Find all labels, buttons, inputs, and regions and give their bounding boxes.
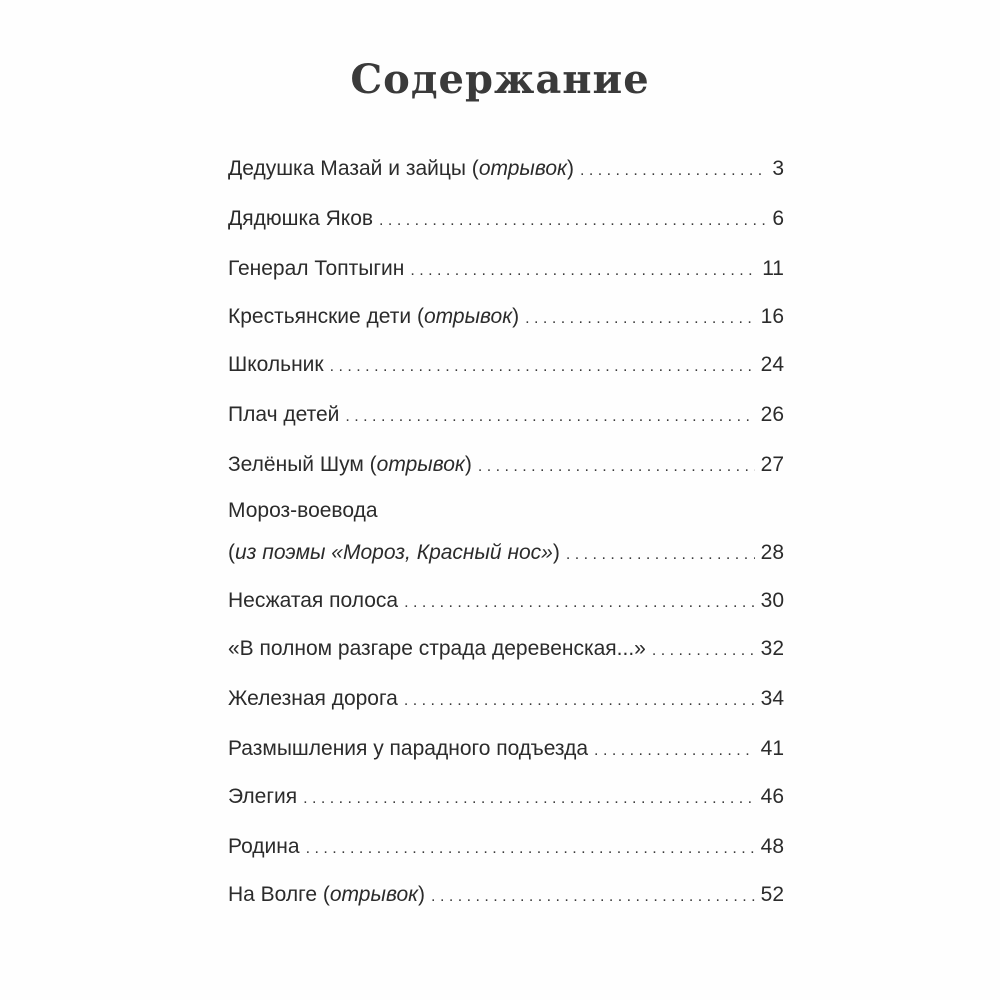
toc-entry-title: Размышления у парадного подъезда: [228, 737, 589, 760]
toc-entry[interactable]: [228, 736, 784, 764]
toc-entry-title: Родина: [228, 835, 300, 858]
dot-leader: [652, 638, 755, 664]
toc-entry-title: Железная дорога: [228, 687, 398, 710]
dot-leader: [306, 836, 755, 862]
page-title: Содержание: [350, 56, 650, 103]
dot-leader: [478, 454, 755, 480]
toc-entry-title: Плач детей: [228, 403, 340, 426]
toc-entry[interactable]: [228, 784, 784, 812]
toc-entry[interactable]: [228, 636, 784, 664]
toc-page-number: 3: [772, 157, 784, 180]
toc-page-number: 41: [760, 737, 784, 760]
toc-entry-title: Элегия: [228, 785, 298, 808]
toc-page-number: 6: [772, 207, 784, 230]
dot-leader: [404, 590, 755, 616]
toc-page-number: 34: [760, 687, 784, 710]
toc-page-number: 11: [762, 257, 784, 280]
dot-leader: [566, 542, 755, 568]
toc-entry-title: Школьник: [228, 353, 324, 376]
toc-entry[interactable]: [228, 834, 784, 862]
toc-entry[interactable]: [228, 686, 784, 714]
dot-leader: [594, 738, 755, 764]
dot-leader: [330, 354, 755, 380]
toc-page-number: 26: [760, 403, 784, 426]
dot-leader: [410, 258, 756, 284]
toc-page-number: 27: [760, 453, 784, 476]
toc-page-number: 46: [760, 785, 784, 808]
toc-entry-title: Дедушка Мазай и зайцы (отрывок): [228, 157, 574, 180]
toc-page-number: 24: [760, 353, 784, 376]
toc-page-number: 16: [760, 305, 784, 328]
dot-leader: [303, 786, 755, 812]
toc-entry[interactable]: [228, 452, 784, 480]
toc-entry-title: (из поэмы «Мороз, Красный нос»): [228, 541, 560, 564]
dot-leader: [580, 158, 766, 184]
toc-entry-title: Зелёный Шум (отрывок): [228, 453, 472, 476]
dot-leader: [404, 688, 755, 714]
toc-entry-title: «В полном разгаре страда деревенская...»: [228, 637, 646, 660]
toc-entry-title: На Волге (отрывок): [228, 883, 426, 906]
toc-entry-first-line: Мороз-воевода: [228, 499, 378, 522]
dot-leader: [379, 208, 766, 234]
toc-entry[interactable]: [228, 304, 784, 332]
toc-entry[interactable]: [228, 206, 784, 234]
toc-entry[interactable]: [228, 540, 784, 568]
toc-page-number: 28: [760, 541, 784, 564]
toc-page-number: 48: [760, 835, 784, 858]
toc-entry-title: Дядюшка Яков: [228, 207, 374, 230]
dot-leader: [525, 306, 755, 332]
toc-page-number: 30: [760, 589, 784, 612]
toc-entry-title: Несжатая полоса: [228, 589, 399, 612]
dot-leader: [345, 404, 754, 430]
toc-entry-title: Генерал Топтыгин: [228, 257, 405, 280]
toc-entry[interactable]: [228, 256, 784, 284]
toc-entry-title: Крестьянские дети (отрывок): [228, 305, 520, 328]
toc-entry[interactable]: [228, 588, 784, 616]
toc-page-number: 32: [760, 637, 784, 660]
toc-entry[interactable]: [228, 882, 784, 910]
toc-entry[interactable]: [228, 402, 784, 430]
toc-entry[interactable]: [228, 156, 784, 184]
toc-entry[interactable]: [228, 352, 784, 380]
dot-leader: [431, 884, 755, 910]
toc-page-number: 52: [760, 883, 784, 906]
